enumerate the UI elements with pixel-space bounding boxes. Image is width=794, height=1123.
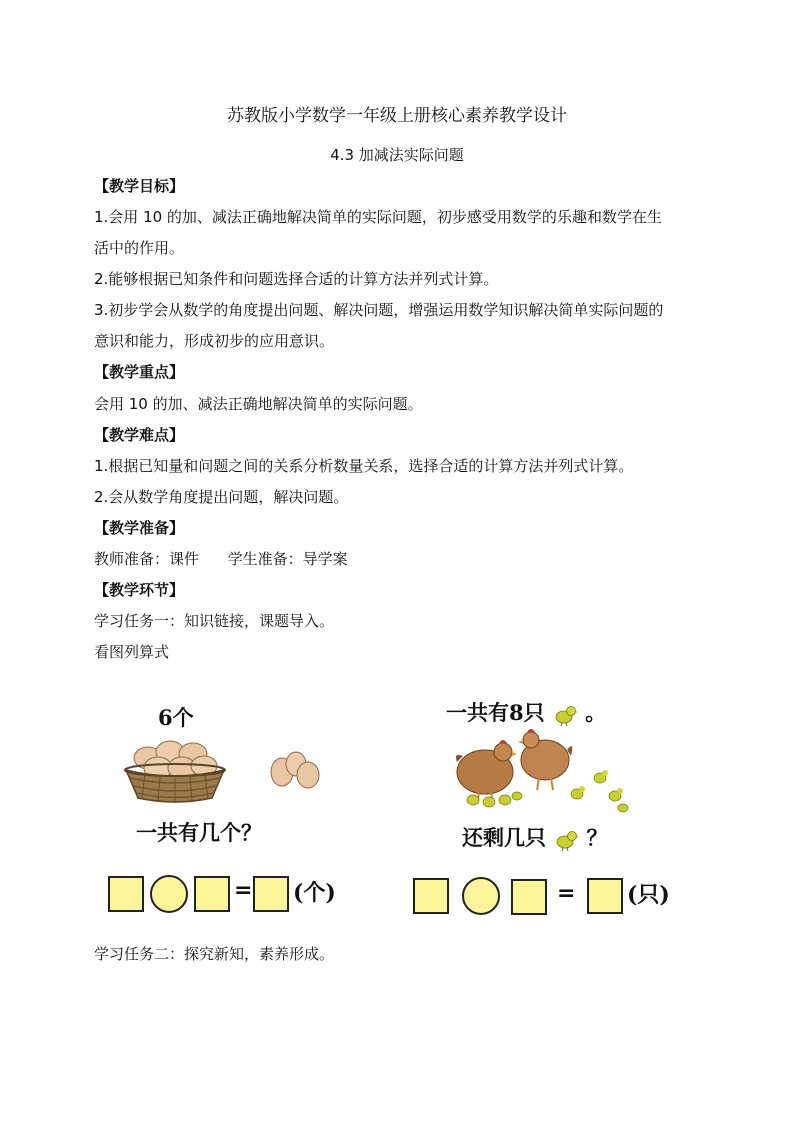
chick-total-suffix: 。: [585, 700, 607, 725]
answer-box-result[interactable]: [253, 876, 289, 912]
difficulty-1: 1.根据已知量和问题之间的关系分析数量关系，选择合适的计算方法并列式计算。: [94, 457, 634, 475]
loose-eggs-illustration: [266, 750, 324, 790]
objectives-heading: 【教学目标】: [94, 177, 185, 195]
objective-3-line-2: 意识和能力，形成初步的应用意识。: [94, 332, 335, 350]
document-title: 苏教版小学数学一年级上册核心素养教学设计: [227, 106, 567, 126]
equals-sign: =: [557, 881, 576, 906]
egg-count-label: 6个: [158, 705, 194, 730]
task-1: 学习任务一：知识链接，课题导入。: [94, 612, 335, 630]
unit-label-ge: (个): [293, 880, 336, 906]
difficulties-heading: 【教学难点】: [94, 426, 185, 444]
chick-total-text: 一共有8只: [446, 700, 545, 725]
chick-icon: [553, 829, 579, 851]
unit-label-zhi: (只): [627, 882, 670, 908]
hens-and-chicks-illustration: [455, 722, 640, 814]
steps-heading: 【教学环节】: [94, 581, 185, 599]
objective-2: 2.能够根据已知条件和问题选择合适的计算方法并列式计算。: [94, 270, 499, 288]
answer-box-1[interactable]: [108, 876, 144, 912]
operator-circle[interactable]: [150, 875, 188, 913]
chick-question-text: 还剩几只: [462, 825, 546, 850]
answer-box-2[interactable]: [194, 876, 230, 912]
preparation-text: 教师准备：课件 学生准备：导学案: [94, 550, 348, 568]
preparation-heading: 【教学准备】: [94, 519, 185, 537]
operator-circle[interactable]: [462, 877, 500, 915]
difficulty-2: 2.会从数学角度提出问题，解决问题。: [94, 488, 349, 506]
answer-box-3[interactable]: [413, 878, 449, 914]
objective-3-line-1: 3.初步学会从数学的角度提出问题、解决问题，增强运用数学知识解决简单实际问题的: [94, 301, 664, 319]
chick-question: [462, 822, 608, 852]
chick-question-mark: ？: [586, 825, 608, 850]
egg-question: 一共有几个？: [136, 820, 262, 845]
answer-box-4[interactable]: [511, 879, 547, 915]
key-points-heading: 【教学重点】: [94, 363, 185, 381]
task-2: 学习任务二：探究新知，素养形成。: [94, 945, 335, 963]
objective-1-line-2: 活中的作用。: [94, 239, 185, 257]
answer-box-result[interactable]: [587, 878, 623, 914]
egg-basket-illustration: [120, 728, 230, 804]
objective-1-line-1: 1.会用 10 的加、减法正确地解决简单的实际问题，初步感受用数学的乐趣和数学在生: [94, 208, 662, 226]
key-point: 会用 10 的加、减法正确地解决简单的实际问题。: [94, 395, 423, 413]
look-and-write-label: 看图列算式: [94, 643, 170, 661]
lesson-subtitle: 4.3 加减法实际问题: [330, 146, 464, 164]
equals-sign: =: [234, 878, 253, 903]
